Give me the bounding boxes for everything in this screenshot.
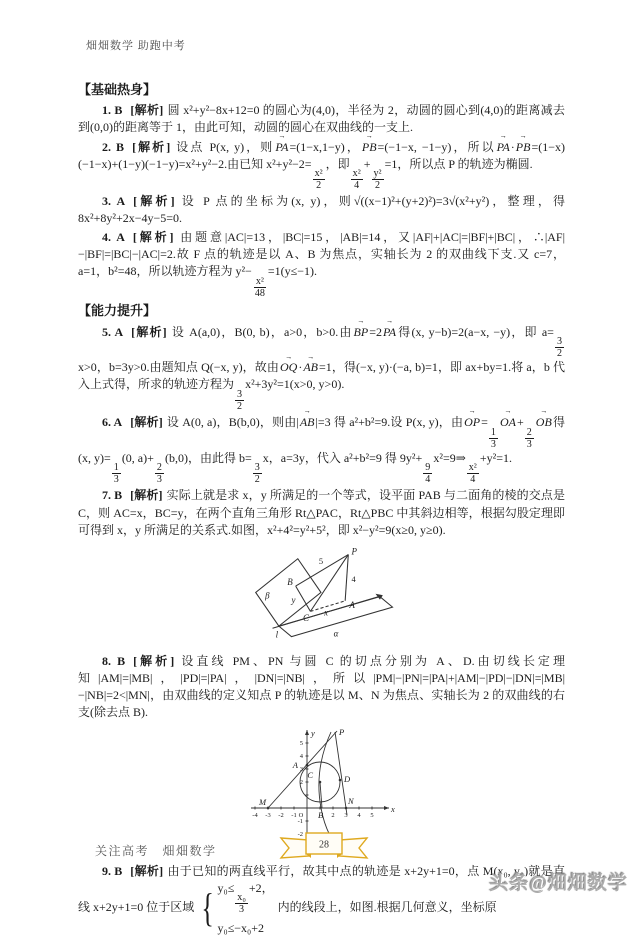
svg-text:4: 4 [356, 811, 361, 819]
answer-number: 9. B [102, 863, 123, 878]
fig1-label-4: 4 [350, 573, 356, 584]
solution-item-6 [78, 414, 565, 485]
fig1-label-beta: β [264, 590, 270, 601]
solution-item-7 [78, 487, 565, 538]
fig1-label-alpha: α [333, 628, 338, 639]
section-title-basic-warmup: 【基础热身】 [78, 82, 157, 97]
svg-text:-4: -4 [251, 811, 258, 819]
svg-text:5: 5 [299, 739, 303, 747]
solution-item-4 [78, 229, 565, 299]
cases-brace: { [201, 885, 215, 931]
x-tick-labels [251, 809, 374, 820]
fig2-ylabel: y [310, 727, 315, 738]
fig2-origin: O [298, 811, 303, 819]
analysis-tag: [解析] [131, 324, 167, 339]
svg-text:2: 2 [299, 778, 303, 786]
solution-text: 内的线段上，如图.根据几何意义，坐标原 [277, 899, 497, 914]
fig1-label-P: P [350, 546, 357, 557]
svg-text:2: 2 [330, 811, 335, 819]
answer-number: 2. B [102, 139, 125, 154]
fig2-label-M: M [258, 796, 266, 807]
ribbon-left-flag [281, 838, 309, 858]
fig2-label-D: D [343, 773, 350, 784]
solution-text: 设 A(a,0)，B(0, b)，a>0，b>0.由BP →=2PA →得(x, y−b)=2(a−x, −y)，即 a= $\frac{3}{2}$ x>0，b=3y>0.由题知点 Q(−x, y)，故由OQ →·AB →=1，得(−x, y)·(−a, b)=1，即 ax+by=1.将 a，b 代入上式得，所求的轨迹方程为 $\frac{3}{2}$ x²+3y²=1(x>0, y>0). [78, 325, 565, 392]
fig2-label-C: C [306, 769, 313, 780]
solution-item-2 [78, 139, 565, 192]
fig1-label-y: y [290, 594, 295, 605]
answer-number: 7. B [102, 488, 123, 503]
answer-number: 8. B [102, 653, 126, 668]
fig2-label-A: A [292, 759, 298, 770]
dihedral-angle-svg [238, 544, 406, 644]
svg-text:3: 3 [299, 765, 303, 773]
page-number-ribbon [280, 831, 368, 868]
fig1-label-B: B [286, 576, 293, 587]
inequality-1: y₀≤ $\frac{\text{x₀}}{3}$ +2， [217, 880, 274, 916]
footer-slogan: 关注高考 畑畑数学 [95, 844, 217, 858]
solution-item-8 [78, 653, 565, 721]
svg-text:4: 4 [299, 752, 303, 760]
solution-text: 设直线 PM、PN 与圆 C 的切点分别为 A、D.由切线长定理知|AM|=|MB|，|PD|=|PA|，|DN|=|NB|，所以|PM|−|PN|=|PA|+|AM|−|PD|−|DN|=|MB|−|NB|=2<|MN|，由双曲线的定义知点 P 的轨迹是以 M、N 为焦点、实轴长为 2 的双曲线的右支(除去点 B). [78, 653, 565, 719]
answer-number: 6. A [102, 415, 123, 430]
inequality-2: y₀≤−x₀+2 [217, 920, 265, 935]
analysis-tag: [解析] [133, 194, 175, 209]
fig2-xlabel: x [390, 803, 395, 814]
axis-y-arrowhead [305, 730, 309, 735]
svg-text:3: 3 [343, 811, 348, 819]
solution-text: 由于已知的两直线平行，故其中点的轨迹是 x+2y+1=0，点 M(x₀, y₀)就是直线 x+2y+1=0 位于区域 [78, 863, 565, 914]
solution-text: 设点 P(x, y)，则PA →=(1−x,1−y)，PB →=(−1−x, −1−y)，所以PA →·PB →=(1−x)(−1−x)+(1−y)(−1−y)=x²+y²−2.由已知 x²+y²−2= $\frac{\text{x²}}{2}$ ，即 $\frac{\text{x²}}{4}$ + $\frac{\text{y²}}{2}$ =1，所以点 P 的轨迹为椭圆. [78, 140, 565, 171]
fig2-label-P: P [338, 726, 344, 737]
svg-text:-2: -2 [277, 811, 284, 819]
analysis-tag: [解析] [130, 415, 163, 430]
svg-text:5: 5 [369, 811, 374, 819]
answer-number: 1. B [102, 103, 123, 118]
solution-item-1 [78, 102, 565, 136]
analysis-tag: [解析] [130, 488, 163, 503]
solution-text: 实际上就是求 x，y 所满足的一个等式，设平面 PAB 与二面角的棱的交点是 C，则 AC=x，BC=y，在两个直角三角形 Rt△PAC，Rt△PBC 中其斜边相等，根据勾股定理即可得到 x，y 所满足的关系式.如图，x²+4²=y²+5²，即 x²−y²=9(x≥0, y≥0). [78, 488, 565, 537]
section-title-ability-boost: 【能力提升】 [78, 303, 157, 319]
analysis-tag: [解析] [132, 230, 174, 245]
analysis-tag: [解析] [133, 653, 175, 668]
solutions-content [78, 78, 565, 939]
watermark: 头条@畑畑数学 [489, 873, 628, 894]
svg-text:-2: -2 [297, 830, 303, 838]
dihedral-angle-figure [78, 544, 565, 649]
fig2-label-B: B [317, 809, 323, 820]
analysis-tag: [解析] [130, 863, 164, 878]
fig1-label-C: C [302, 612, 309, 623]
solution-item-3 [78, 193, 565, 227]
analysis-tag: [解析] [130, 103, 164, 118]
svg-text:-3: -3 [264, 811, 271, 819]
fig1-label-x: x [323, 607, 328, 618]
solution-text: 设 A(0, a)，B(b,0)，则由|AB →|=3 得 a²+b²=9.设 P(x, y)，由OP →= $\frac{1}{3}$ OA →+ $\frac{2}{3}$ OB →得(x, y)= $\frac{1}{3}$ (0, a)+ $\frac{2}{3}$ (b,0)，由此得 b= $\frac{3}{2}$ x，a=3y，代入 a²+b²=9 得 9y²+ $\frac{9}{4}$ x²=9⇒ $\frac{\text{x²}}{4}$ +y²=1. [78, 415, 565, 465]
ribbon-right-flag [339, 838, 367, 858]
answer-number: 4. A [102, 230, 125, 245]
ribbon-icon [280, 831, 368, 863]
analysis-tag: [解析] [132, 139, 171, 154]
fig2-label-N: N [347, 795, 354, 806]
page-number: 28 [319, 839, 329, 851]
fig1-label-A: A [348, 599, 355, 610]
answer-number: 3. A [102, 194, 126, 209]
answer-number: 5. A [102, 324, 124, 339]
solution-text: 圆 x²+y²−8x+12=0 的圆心为(4,0)，半径为 2，动圆的圆心到(4,0)的距离减去到(0,0)的距离等于 1，由此可知，动圆的圆心在双曲线的一支上. [78, 103, 565, 135]
svg-text:-1: -1 [297, 817, 303, 825]
svg-text:-1: -1 [290, 811, 297, 819]
solution-item-5 [78, 324, 565, 412]
segment-BC [295, 586, 310, 611]
segment-PC [310, 554, 348, 611]
axis-x-arrowhead [384, 806, 389, 810]
page-header: 畑畑数学 助跑中考 [86, 40, 186, 52]
fig1-label-5: 5 [318, 555, 323, 566]
fig1-label-l: l [275, 629, 278, 640]
segment-PA [345, 554, 348, 600]
solution-text: 设 P 点的坐标为(x, y)，则√((x−1)²+(y+2)²)=3√(x²+y²)，整理，得 8x²+8y²+2x−4y−5=0. [78, 194, 566, 226]
solution-text: 由题意|AC|=13，|BC|=15，|AB|=14，又|AF|+|AC|=|BF|+|BC|，∴|AF|−|BF|=|BC|−|AC|=2.故 F 点的轨迹是以 A、B 为焦点，实轴长为 2 的双曲线下支.又 c=7，a=1，b²=48，所以轨迹方程为 y²− $\frac{\text{x²}}{48}$ =1(y≤−1). [78, 230, 565, 300]
inequality-system [198, 880, 273, 937]
